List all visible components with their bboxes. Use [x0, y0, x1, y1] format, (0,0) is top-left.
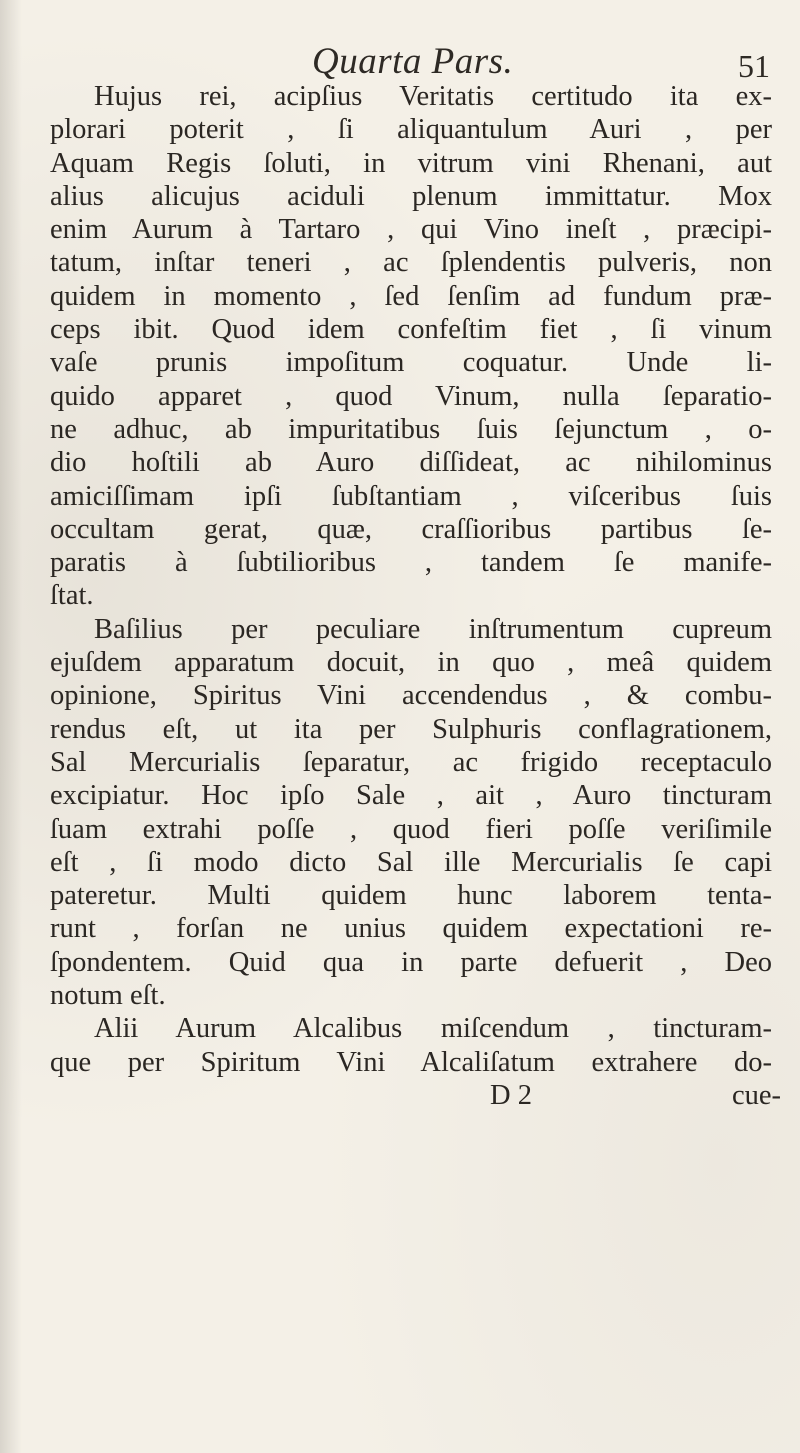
- text-line: ne adhuc, ab impuritatibus ſuis ſejunctum , o-: [50, 413, 772, 445]
- text-line: pateretur. Multi quidem hunc laborem tenta-: [50, 880, 772, 912]
- text-line: plorari poterit , ſi aliquantulum Auri , per: [50, 114, 772, 146]
- text-line: paratis à ſubtilioribus , tandem ſe manife-: [50, 547, 772, 579]
- text-line: Alii Aurum Alcalibus miſcendum , tincturam-: [94, 1013, 772, 1045]
- signature-mark: D 2: [490, 1079, 532, 1111]
- text-line: ceps ibit. Quod idem confeſtim fiet , ſi vinum: [50, 314, 772, 346]
- text-line: eſt , ſi modo dicto Sal ille Mercurialis ſe capi: [50, 846, 772, 878]
- page-footer: [50, 1079, 782, 1113]
- text-line: tatum, inſtar teneri , ac ſplendentis pulveris, non: [50, 247, 772, 279]
- text-line: Hujus rei, acipſius Veritatis certitudo ita ex-: [94, 81, 772, 112]
- text-line: rendus eſt, ut ita per Sulphuris conflagrationem,: [50, 713, 772, 745]
- text-line: ejuſdem apparatum docuit, in quo , meâ quidem: [50, 647, 772, 679]
- page-number: 51: [738, 48, 770, 84]
- text-line: runt , forſan ne unius quidem expectationi re-: [50, 913, 772, 945]
- text-line: Sal Mercurialis ſeparatur, ac frigido receptaculo: [50, 746, 772, 778]
- text-line: ſuam extrahi poſſe , quod fieri poſſe veriſimile: [50, 813, 772, 845]
- text-line: ſtat.: [50, 580, 94, 612]
- running-title: Quarta Pars.: [312, 41, 514, 82]
- body-text: [50, 80, 782, 1113]
- text-line: notum eſt.: [50, 980, 166, 1012]
- text-line: occultam gerat, quæ, craſſioribus partibus ſe-: [50, 513, 772, 545]
- text-line: quido apparet , quod Vinum, nulla ſeparatio-: [50, 380, 772, 412]
- text-line: excipiatur. Hoc ipſo Sale , ait , Auro tincturam: [50, 780, 772, 812]
- text-line: amiciſſimam ipſi ſubſtantiam , viſceribus ſuis: [50, 480, 772, 512]
- text-line: que per Spiritum Vini Alcaliſatum extrahere do-: [50, 1046, 772, 1078]
- text-line: Aquam Regis ſoluti, in vitrum vini Rhenani, aut: [50, 147, 772, 179]
- text-line: opinione, Spiritus Vini accendendus , & combu-: [50, 680, 772, 712]
- text-line: quidem in momento , ſed ſenſim ad fundum præ-: [50, 280, 772, 312]
- text-line: ſpondentem. Quid qua in parte defuerit , Deo: [50, 946, 772, 978]
- text-line: vaſe prunis impoſitum coquatur. Unde li-: [50, 347, 772, 379]
- page-gutter-shadow: [0, 0, 22, 1453]
- text-line: enim Aurum à Tartaro , qui Vino ineſt , præcipi-: [50, 214, 772, 246]
- catchword: cue-: [732, 1079, 782, 1111]
- text-line: dio hoſtili ab Auro diſſideat, ac nihilominus: [50, 447, 772, 479]
- text-line: Baſilius per peculiare inſtrumentum cupreum: [94, 613, 772, 645]
- text-line: alius alicujus aciduli plenum immittatur. Mox: [50, 180, 772, 212]
